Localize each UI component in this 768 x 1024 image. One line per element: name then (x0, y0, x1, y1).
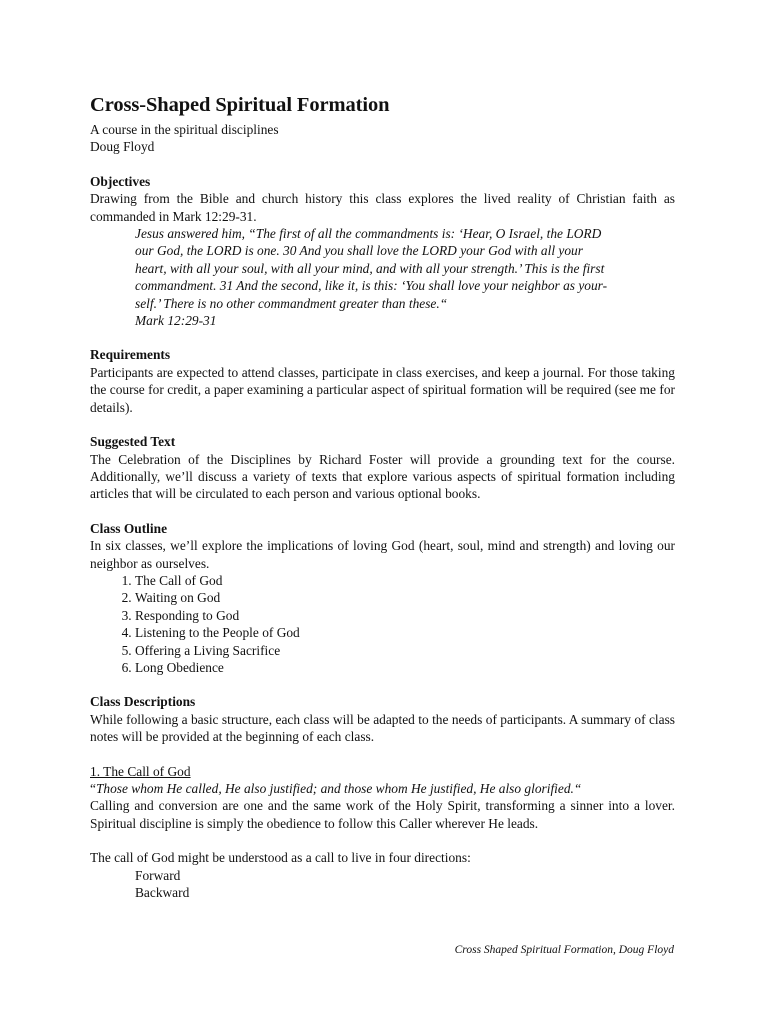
class-outline-text: In six classes, we’ll explore the implications of loving God (heart, soul, mind and strength) and loving our neighbor as ourselves. (90, 538, 675, 571)
requirements-heading: Requirements (90, 347, 171, 363)
suggested-text-body: The Celebration of the Disciplines by Richard Foster will provide a grounding text for the course. Additionally, we’ll discuss a variety of texts that explore various aspects of spiritual formation including articles that will be circulated to each person and various optional books. (90, 451, 675, 502)
call-of-god-quote (90, 780, 675, 797)
requirements-text: Participants are expected to attend classes, participate in class exercises, and keep a journal. For those taking the course for credit, a paper examining a particular aspect of spiritual formation will be required (see me for details). (90, 364, 675, 415)
scripture-quote (135, 225, 675, 329)
class-descriptions-heading: Class Descriptions (90, 694, 196, 710)
list-item: 5. Offering a Living Sacrifice (135, 642, 675, 659)
document-content (90, 93, 675, 901)
objectives-text: Drawing from the Bible and church history this class explores the lived reality of Christian faith as commanded in Mark 12:29-31. (90, 191, 675, 224)
list-item: 4. Listening to the People of God (135, 624, 675, 641)
quote-citation: Mark 12:29-31 (135, 313, 217, 329)
call-of-god-quote-text: Those whom He called, He also justified; and those whom He justified, He also glorified.“ (95, 781, 582, 796)
quote-line: Jesus answered him, “The first of all the commandments is: ‘Hear, O Israel, the LORD (135, 226, 602, 242)
call-of-god-heading: 1. The Call of God (90, 763, 191, 779)
objectives-heading: Objectives (90, 173, 151, 189)
class-outline-heading: Class Outline (90, 520, 168, 536)
directions-intro: The call of God might be understood as a call to live in four directions: (90, 850, 471, 866)
call-of-god-text: Calling and conversion are one and the same work of the Holy Spirit, transforming a sinner into a lover. Spiritual discipline is simply the obedience to follow this Caller wherever He leads. (90, 798, 675, 831)
list-item: 3. Responding to God (135, 607, 675, 624)
direction-item: Backward (135, 885, 190, 901)
class-outline-list (90, 572, 675, 676)
class-descriptions-text: While following a basic structure, each class will be adapted to the needs of participants. A summary of class notes will be provided at the beginning of each class. (90, 711, 675, 745)
quote-line: commandment. 31 And the second, like it, is this: ‘You shall love your neighbor as your- (135, 278, 608, 294)
quote-line: heart, with all your soul, with all your mind, and with all your strength.’ This is the first (135, 260, 605, 276)
list-item: 1. The Call of God (135, 572, 675, 589)
quote-line: self.’ There is no other commandment greater than these.“ (135, 295, 448, 311)
quote-open-mark: “ (90, 781, 96, 796)
page-footer: Cross Shaped Spiritual Formation, Doug Floyd (454, 944, 674, 956)
list-item: 2. Waiting on God (135, 589, 675, 606)
author: Doug Floyd (90, 139, 155, 155)
suggested-text-heading: Suggested Text (90, 434, 176, 450)
direction-item: Forward (135, 867, 181, 883)
page-title: Cross-Shaped Spiritual Formation (90, 94, 390, 116)
subtitle: A course in the spiritual disciplines (90, 122, 279, 137)
quote-line: our God, the LORD is one. 30 And you shall love the LORD your God with all your (135, 243, 583, 259)
list-item: 6. Long Obedience (135, 659, 675, 676)
